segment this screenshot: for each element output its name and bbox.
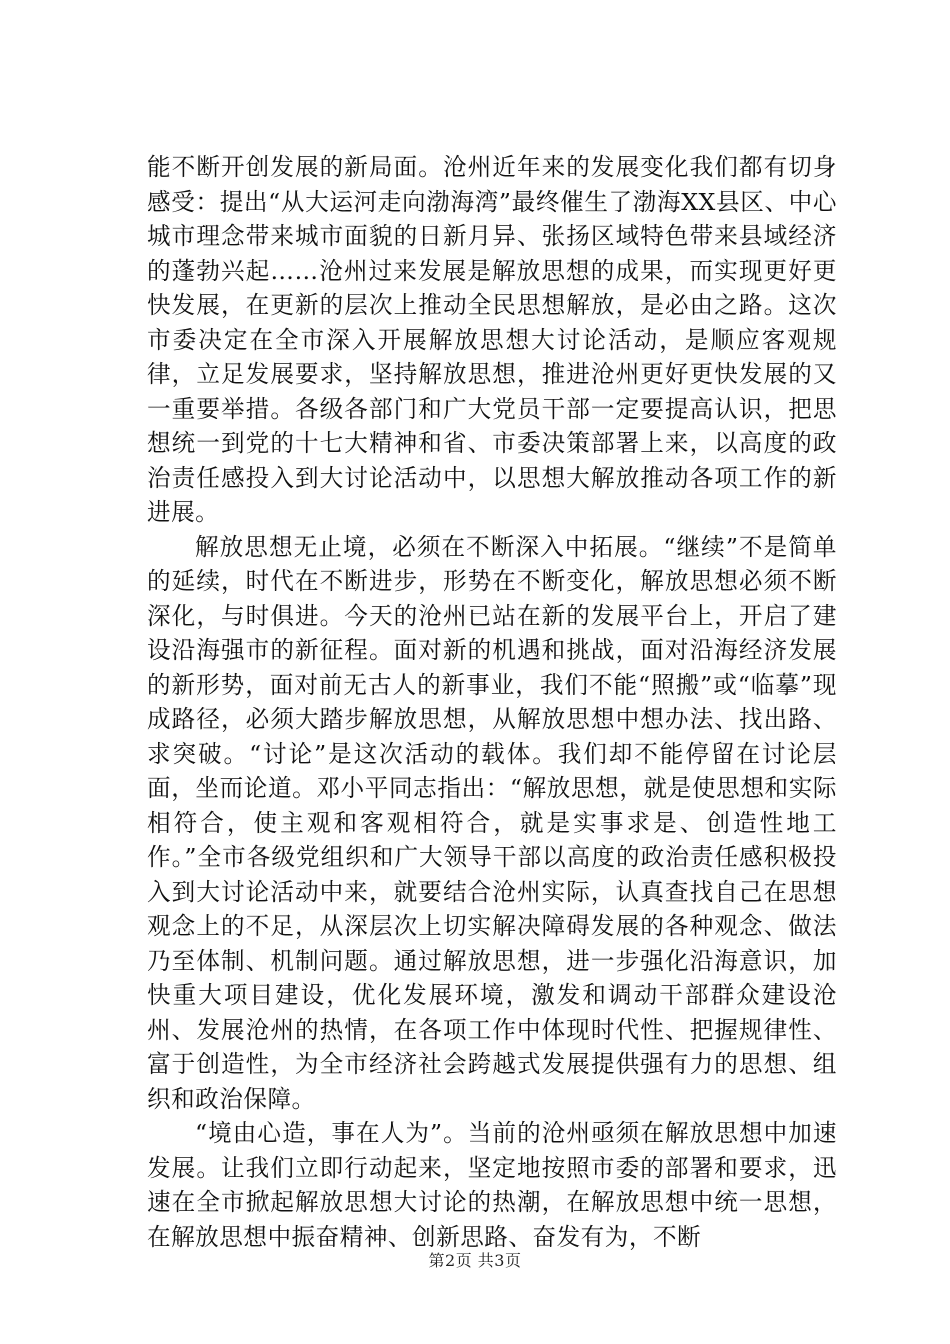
paragraph-3: “境由心造，事在人为”。当前的沧州亟须在解放思想中加速发展。让我们立即行动起来，坚定地按照市委的部署和要求，迅速在全市掀起解放思想大讨论的热潮，在解放思想中统一思想，在解放思想中振奋精神、创新思路、奋发有为，不断 <box>147 1119 837 1251</box>
paragraph-1: 能不断开创发展的新局面。沧州近年来的发展变化我们都有切身感受：提出“从大运河走向渤海湾”最终催生了渤海XX县区、中心城市理念带来城市面貌的日新月异、张扬区域特色带来县域经济的蓬勃兴起……沧州过来发展是解放思想的成果，而实现更好更快发展，在更新的层次上推动全民思想解放，是必由之路。这次市委决定在全市深入开展解放思想大讨论活动，是顺应客观规律，立足发展要求，坚持解放思想，推进沧州更好更快发展的又一重要举措。各级各部门和广大党员干部一定要提高认识，把思想统一到党的十七大精神和省、市委决策部署上来，以高度的政治责任感投入到大讨论活动中，以思想大解放推动各项工作的新进展。 <box>147 153 837 526</box>
paragraph-2: 解放思想无止境，必须在不断深入中拓展。“继续”不是简单的延续，时代在不断进步，形势在不断变化，解放思想必须不断深化，与时俱进。今天的沧州已站在新的发展平台上，开启了建设沿海强市的新征程。面对新的机遇和挑战，面对沿海经济发展的新形势，面对前无古人的新事业，我们不能“照搬”或“临摹”现成路径，必须大踏步解放思想，从解放思想中想办法、找出路、求突破。“讨论”是这次活动的载体。我们却不能停留在讨论层面，坐而论道。邓小平同志指出：“解放思想，就是使思想和实际相符合，使主观和客观相符合，就是实事求是、创造性地工作。”全市各级党组织和广大领导干部以高度的政治责任感积极投入到大讨论活动中来，就要结合沧州实际，认真查找自己在思想观念上的不足，从深层次上切实解决障碍发展的各种观念、做法乃至体制、机制问题。通过解放思想，进一步强化沿海意识，加快重大项目建设，优化发展环境，激发和调动干部群众建设沧州、发展沧州的热情，在各项工作中体现时代性、把握规律性、富于创造性，为全市经济社会跨越式发展提供强有力的思想、组织和政治保障。 <box>147 532 837 1113</box>
page-footer: 第2页 共3页 <box>428 1251 522 1270</box>
document-body <box>147 150 837 1254</box>
